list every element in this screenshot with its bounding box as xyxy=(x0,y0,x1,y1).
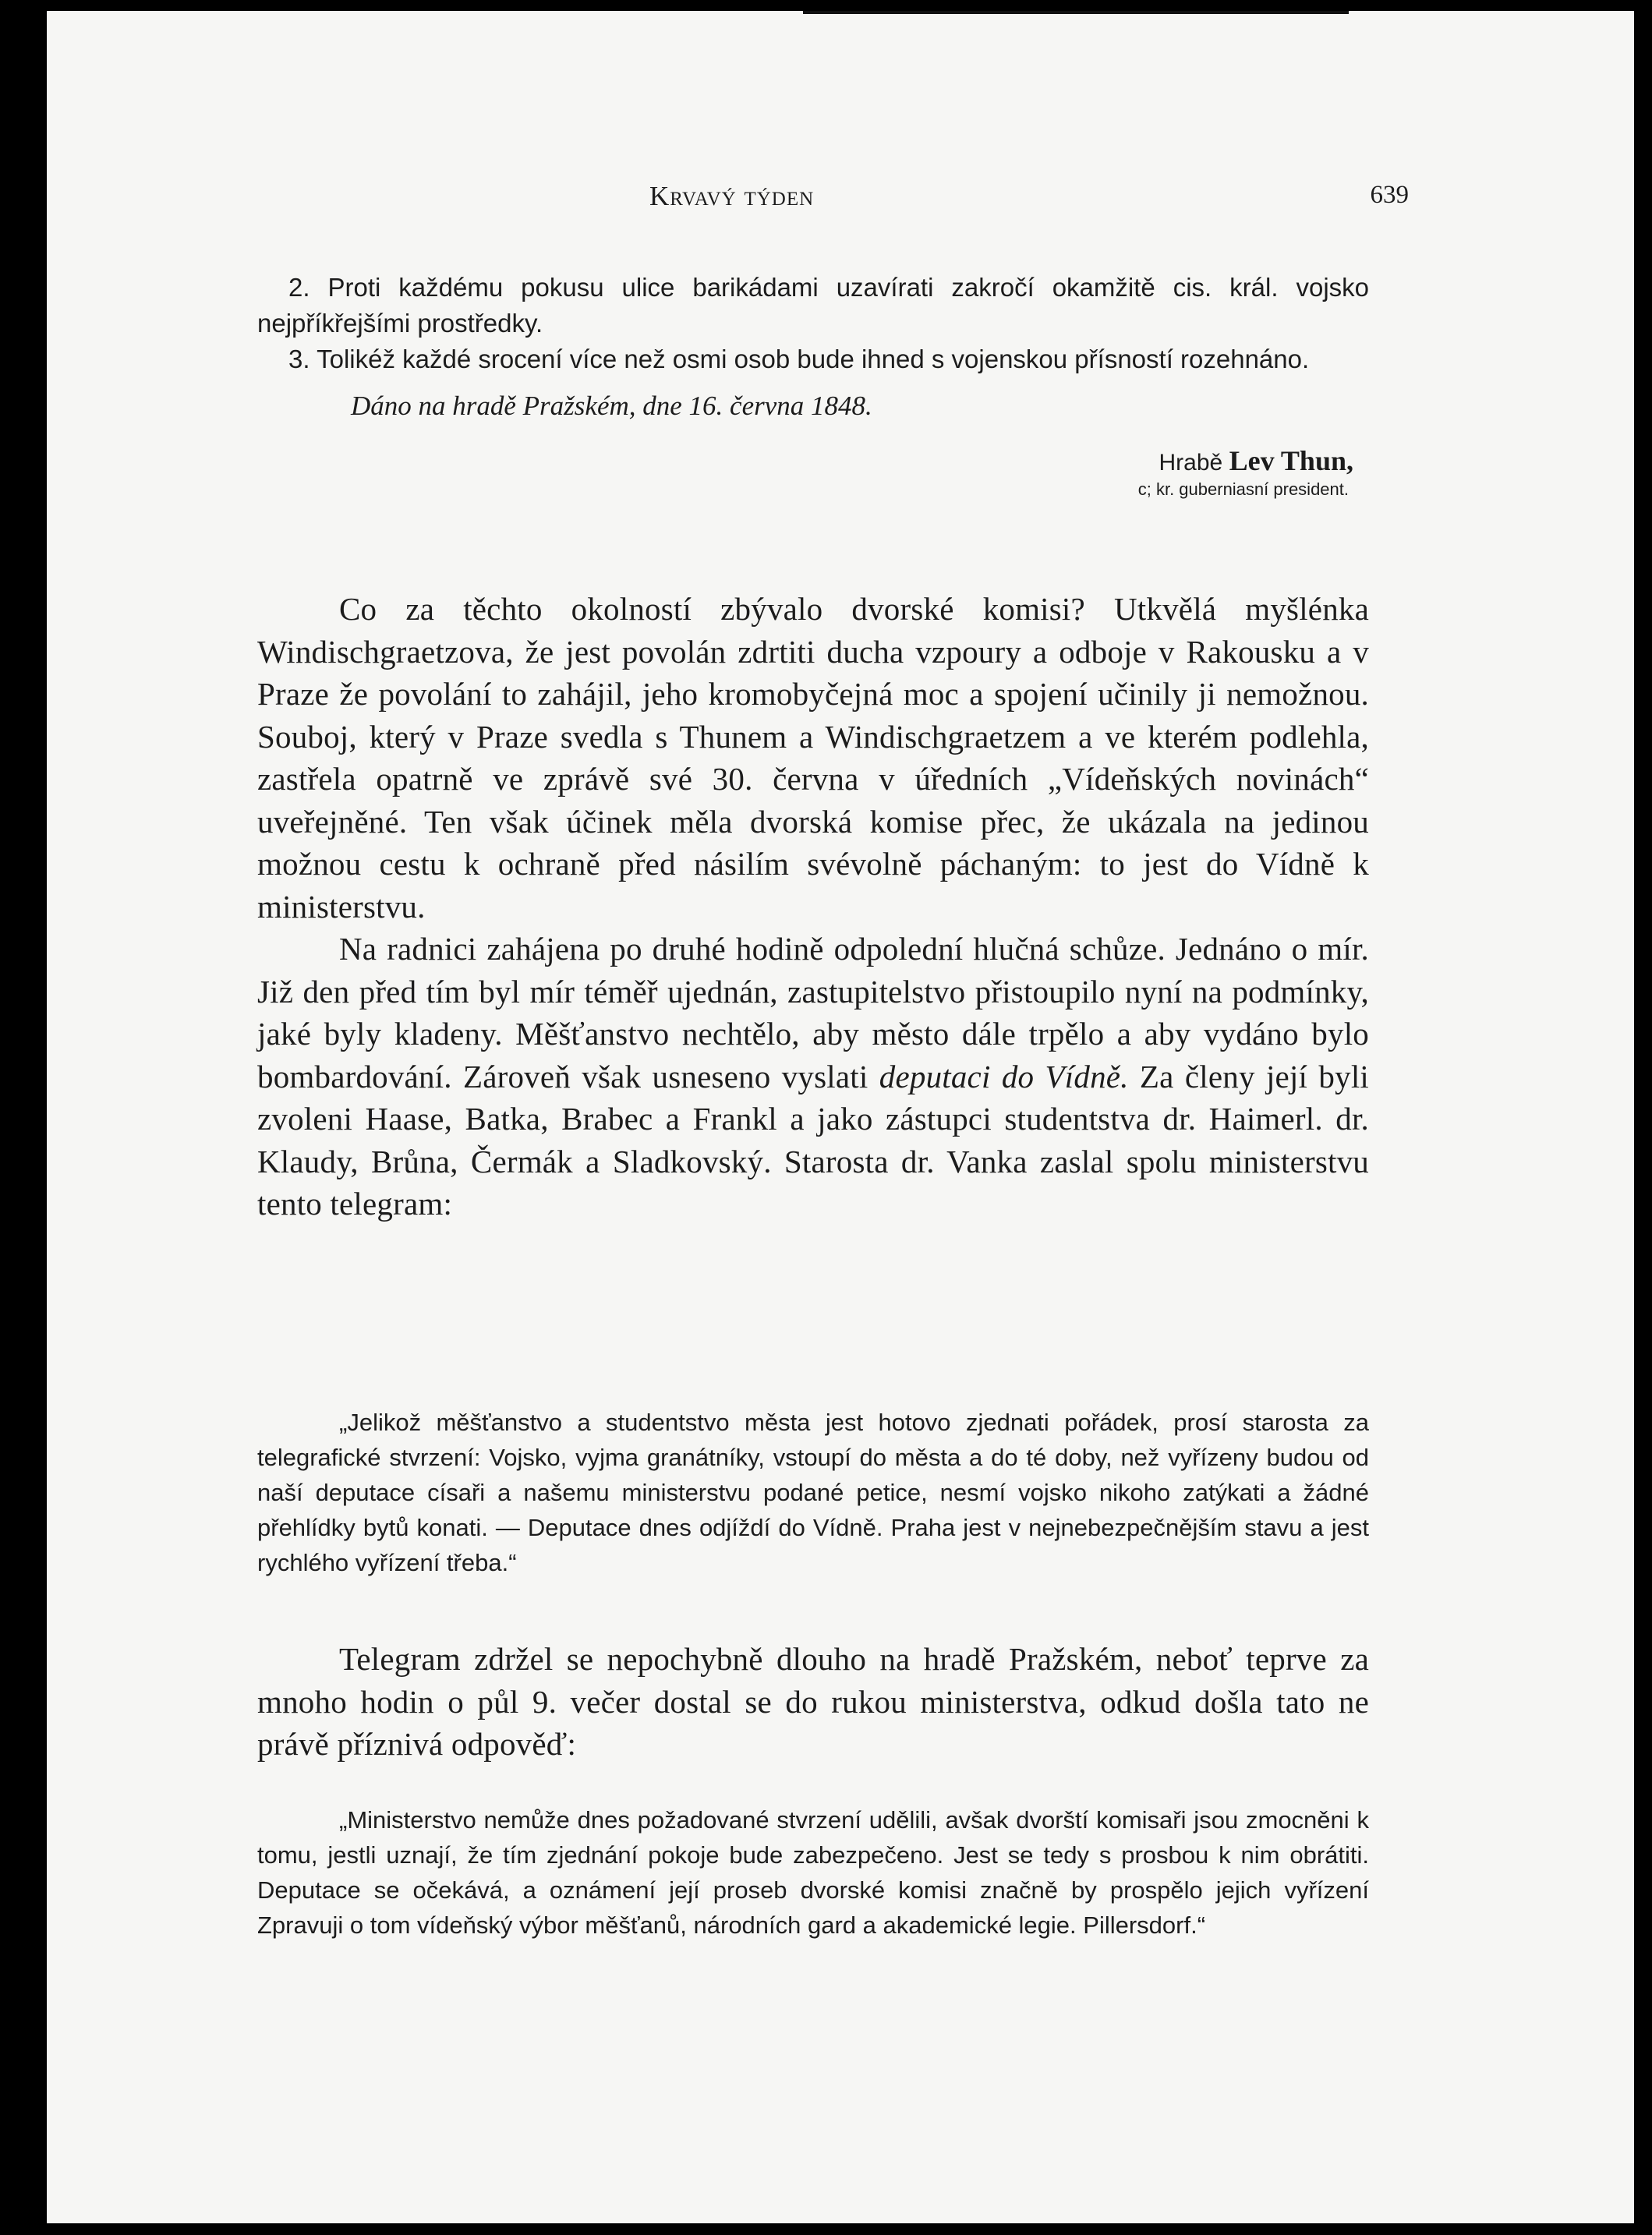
decree-section xyxy=(257,270,1369,501)
telegram-quote xyxy=(257,1405,1369,1580)
telegram-text: „Jelikož měšťanstvo a studentstvo města jest hotovo zjednati pořádek, prosí starosta za telegrafické stvrzení: Vojsko, vyjma granátníky, vstoupí do města a do té doby, než vyřízeny budou od naší deputace císaři a našemu ministerstvu podané petice, nesmí vojsko nikoho zatýkati a žádné přehlídky bytů konati. — Deputace dnes odjíždí do Vídně. Praha jest v nejnebezpečnějším stavu a jest rychlého vyřízení třeba.“ xyxy=(257,1409,1369,1576)
page-number: 639 xyxy=(1370,181,1409,209)
running-head: Krvavý týden xyxy=(649,181,815,211)
signature-line xyxy=(257,446,1353,478)
body-text-2 xyxy=(257,1638,1369,1766)
reply-quote xyxy=(257,1802,1369,1943)
decree-item-2: 2. Proti každému pokusu ulice barikádami uzavírati zakročí okamžitě cis. král. vojsko nejpříkřejšími prostředky. xyxy=(257,273,1369,338)
decree-signature xyxy=(257,446,1369,501)
body-text-1 xyxy=(257,588,1369,1225)
signature-title: c; kr. guberniasní president. xyxy=(1137,479,1349,499)
paragraph-2-end: Za členy její byli zvoleni Haase, Batka, Brabec a Frankl a jako zástupci studentstva dr. Haimerl. dr. Klaudy, Brůna, Čermák a Sladkovský. Starosta dr. Vanka zaslal spolu ministerstvu tento telegram: xyxy=(257,1058,1369,1222)
decree-date: Dáno na hradě Pražském, dne 16. června 1848. xyxy=(351,391,872,421)
book-page xyxy=(47,11,1634,2223)
paragraph-2 xyxy=(257,928,1369,1225)
signature-prefix: Hrabě xyxy=(1159,450,1223,476)
paragraph-2-start: Na radnici zahájena po druhé hodině odpolední hlučná schůze. Jednáno o mír. Již den před tím byl mír téměř ujednán, zastupitelstvo přistoupilo nyní na podmínky, jaké byly kladeny. Měšťanstvo nechtělo, aby město dále trpělo a aby vydáno bylo bombardování. Zároveň však usneseno vyslati xyxy=(257,931,1369,1095)
decree-item-3: 3. Tolikéž každé srocení více než osmi osob bude ihned s vojenskou přísností rozehnáno. xyxy=(288,345,1310,373)
page-header xyxy=(649,181,1409,217)
scan-edge-line xyxy=(803,11,1349,14)
paragraph-2-emphasis: deputaci do Vídně. xyxy=(879,1058,1129,1095)
paragraph-3: Telegram zdržel se nepochybně dlouho na hradě Pražském, neboť teprve za mnoho hodin o půl 9. večer dostal se do rukou ministerstva, odkud došla tato ne právě příznivá odpověď: xyxy=(257,1641,1369,1762)
reply-text: „Ministerstvo nemůže dnes požadované stvrzení udělili, avšak dvorští komisaři jsou zmocněni k tomu, jestli uznají, že tím zjednání pokoje bude zabezpečeno. Jest se tedy s prosbou k nim obrátiti. Deputace se očekává, a oznámení její proseb dvorské komisi značně by prospělo jejich vyřízení Zpravuji o tom vídeňský výbor měšťanů, národních gard a akademické legie. Pillersdorf.“ xyxy=(257,1806,1369,1939)
paragraph-1: Co za těchto okolností zbývalo dvorské komisi? Utkvělá myšlénka Windischgraetzova, že jest povolán zdrtiti ducha vzpoury a odboje v Rakousku a v Praze že povolání to zahájil, jeho kromobyčejná moc a spojení učinily ji nemožnou. Souboj, který v Praze svedla s Thunem a Windischgraetzem a ve kterém podlehla, zastřela opatrně ve zprávě své 30. června v úředních „Vídeňských novinách“ uveřejněné. Ten však účinek měla dvorská komise přec, že ukázala na jedinou možnou cestu k ochraně před násilím svévolně páchaným: to jest do Vídně k ministerstvu. xyxy=(257,591,1369,925)
signature-name: Lev Thun, xyxy=(1229,445,1353,476)
